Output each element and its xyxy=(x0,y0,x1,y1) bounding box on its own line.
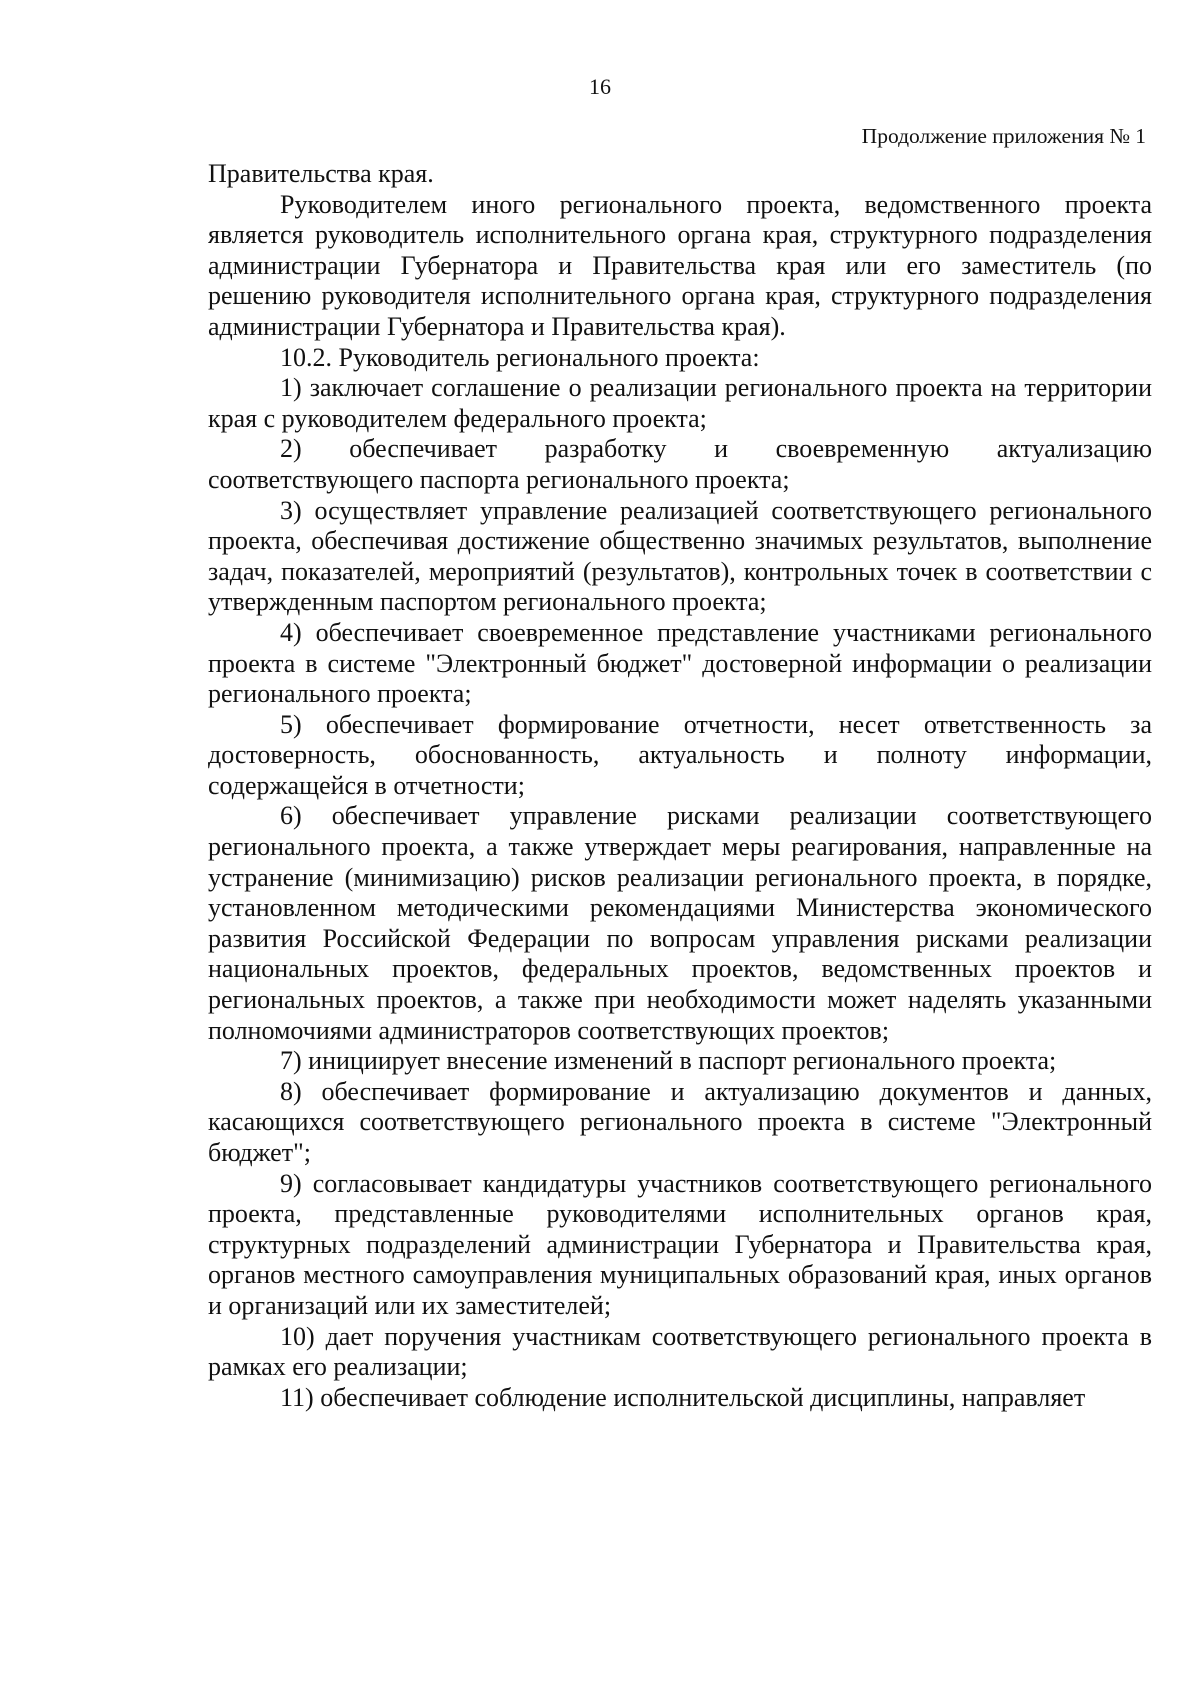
paragraph-continuation: Правительства края. xyxy=(208,159,434,188)
list-item-5: 5) обеспечивает формирование отчетности, несет ответственность за достоверность, обоснованность, актуальность и полноту информации, содержащейся в отчетности; xyxy=(208,709,1152,800)
list-item-8: 8) обеспечивает формирование и актуализацию документов и данных, касающихся соответствующего регионального проекта в системе "Электронный бюджет"; xyxy=(208,1076,1152,1167)
document-body xyxy=(208,159,1152,1413)
list-item-3: 3) осуществляет управление реализацией соответствующего регионального проекта, обеспечивая достижение общественно значимых результатов, выполнение задач, показателей, мероприятий (результатов), контрольных точек в соответствии с утвержденным паспортом регионального проекта; xyxy=(208,495,1152,617)
list-item-2: 2) обеспечивает разработку и своевременную актуализацию соответствующего паспорта регионального проекта; xyxy=(208,434,1152,494)
list-item-11: 11) обеспечивает соблюдение исполнительской дисциплины, направляет xyxy=(280,1382,1086,1412)
list-item-4: 4) обеспечивает своевременное представление участниками регионального проекта в системе "Электронный бюджет" достоверной информации о реализации регионального проекта; xyxy=(208,617,1152,709)
list-item-9: 9) согласовывает кандидатуры участников соответствующего регионального проекта, представленные руководителями исполнительных органов края, структурных подразделений администрации Губернатора и Правительства края, органов местного самоуправления муниципальных образований края, иных органов и организаций или их заместителей; xyxy=(208,1168,1152,1320)
list-item-7: 7) инициирует внесение изменений в паспорт регионального проекта; xyxy=(280,1046,1057,1076)
list-item-1: 1) заключает соглашение о реализации регионального проекта на территории края с руководителем федерального проекта; xyxy=(208,373,1152,433)
page-number: 16 xyxy=(589,74,611,99)
continuation-note: Продолжение приложения № 1 xyxy=(861,124,1146,148)
list-item-6: 6) обеспечивает управление рисками реализации соответствующего регионального проекта, а также утверждает меры реагирования, направленные на устранение (минимизацию) рисков реализации регионального проекта, в порядке, установленном методическими рекомендациями Министерства экономического развития Российской Федерации по вопросам управления рисками реализации национальных проектов, федеральных проектов, ведомственных проектов и региональных проектов, а также при необходимости может наделять указанными полномочиями администраторов соответствующих проектов; xyxy=(208,801,1152,1045)
paragraph-project-leader: Руководителем иного регионального проекта, ведомственного проекта является руководитель исполнительного органа края, структурного подразделения администрации Губернатора и Правительства края или его заместитель (по решению руководителя исполнительного органа края, структурного подразделения администрации Губернатора и Правительства края). xyxy=(208,189,1152,341)
section-heading-10-2: 10.2. Руководитель регионального проекта: xyxy=(280,342,760,372)
list-item-10: 10) дает поручения участникам соответствующего регионального проекта в рамках его реализации; xyxy=(208,1321,1152,1382)
